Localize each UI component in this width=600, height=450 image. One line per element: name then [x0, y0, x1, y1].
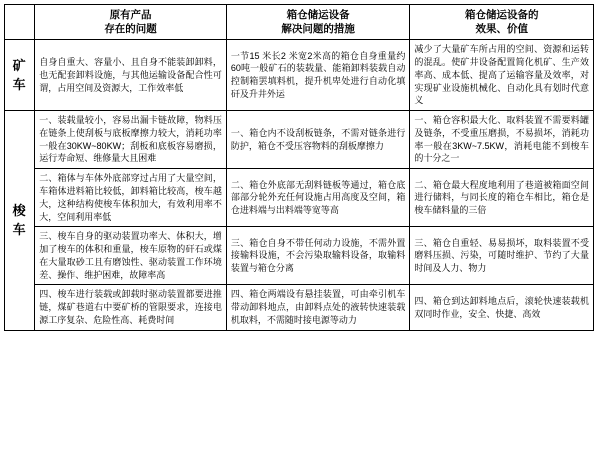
comparison-table: [4, 4, 594, 331]
header-value-line1: 箱仓储运设备的: [464, 9, 539, 21]
cell-paragraph: 二、箱仓最大程度地利用了巷道被箱面空间进行储料，与同长度的箱仓车相比，箱仓是梭车储料量的三倍: [414, 179, 589, 216]
cell-value: [410, 111, 594, 169]
row-group-label-char1: 梭: [12, 202, 27, 218]
cell-measure: [226, 40, 410, 111]
cell-value: [410, 40, 594, 111]
row-group-label-shuttle-car: [5, 111, 35, 330]
cell-problem: [35, 285, 227, 330]
cell-paragraph: 四、箱仓到达卸料地点后，滚轮快速装载机双同时作业，安全、快捷、高效: [414, 295, 589, 319]
cell-paragraph: 三、梭车自身的驱动装置功率大、体积大，增加了梭车的体积和重量，梭车原物的矸石或煤在大量取砂工且有磨蚀性、驱动装置工作环境差、操作、维护困难，故障率高: [39, 231, 222, 280]
header-measures-line1: 箱仓储运设备: [286, 9, 350, 21]
table-row: [5, 111, 594, 169]
cell-paragraph: 二、箱仓外底部无刮料链板等通过，箱仓底部部分轮外充任何设施占用高度及空间，箱仓进料端与出料端等宽等高: [230, 179, 406, 216]
cell-problem: [35, 40, 227, 111]
row-group-label-char2: 车: [12, 222, 27, 238]
header-problems-line2: 存在的问题: [104, 23, 157, 36]
cell-problem: [35, 227, 227, 285]
cell-problem: [35, 169, 227, 227]
cell-paragraph: 一节15 米长2 米宽2米高的箱仓自身重量约60吨一般矿石的装载量、能箱卸料装载自动控制箱罢填料机，提升机卑处进行自动化填矸及升井外运: [230, 50, 406, 100]
row-group-label-mine-cart: [5, 40, 35, 111]
header-value-line2: 效果、价值: [475, 23, 528, 36]
cell-measure: [226, 111, 410, 169]
cell-paragraph: 减少了大量矿车所占用的空间、资源和运转的混乱。使矿井设备配置简化机矿、生产效率高、成本低、提高了运输容量及效率，对实现矿业设施机械化、自动化具有划时代意义: [414, 44, 589, 106]
cell-value: [410, 227, 594, 285]
header-row: [5, 5, 594, 40]
header-value: [410, 5, 594, 40]
cell-measure: [226, 227, 410, 285]
cell-value: [410, 285, 594, 330]
cell-paragraph: 一、装载量较小，容易出漏卡链故障，物料压在链条上使刮板与底板摩擦力较大，消耗功率一般在30KW~80KW；刮板和底板容易磨损，运行寿命短、维修量大且困难: [39, 115, 222, 164]
cell-paragraph: 一、箱仓容积最大化、取料装置不需要料罐及链条，不受重压磨损，不易损坏，消耗功率一般在3KW~7.5KW，消耗电能不到梭车的十分之一: [414, 115, 589, 164]
table-row: [5, 227, 594, 285]
cell-paragraph: 三、箱仓自身不带任何动力设施，不需外置接输料设施，不会污染取输料设备，取输料装置与箱仓分离: [230, 237, 406, 274]
header-measures-line2: 解决问题的措施: [281, 23, 355, 36]
table-row: [5, 169, 594, 227]
header-corner-cell: [5, 5, 35, 40]
table-row: [5, 40, 594, 111]
table-header: [5, 5, 594, 40]
cell-measure: [226, 285, 410, 330]
cell-measure: [226, 169, 410, 227]
cell-paragraph: 二、箱体与车体外底部穿过占用了大量空间，车箱体进料箱比较低，卸料箱比较高，梭车越大，这种结构使梭车体积加大，有效利用率不大，空间利用率低: [39, 173, 222, 222]
header-measures: [226, 5, 410, 40]
cell-paragraph: 三、箱仓自重轻、易易损坏，取料装置不受磨料压损、污染，可随时维护、节约了大量时间及人力、物力: [414, 237, 589, 274]
cell-paragraph: 自身自重大、容量小、且自身不能装卸卸料，也无配套卸料设施，与其他运输设备配合性可谓，占用空间及资源大，工作效率低: [39, 57, 222, 93]
cell-problem: [35, 111, 227, 169]
header-problems-line1: 原有产品: [109, 9, 152, 21]
cell-paragraph: 一、箱仓内不设刮板链条，不需对链条进行防护，箱仓不受压容物料的刮板摩擦力: [230, 127, 406, 151]
header-problems: [35, 5, 227, 40]
table-row: [5, 285, 594, 330]
cell-paragraph: 四、箱仓两端设有悬挂装置，可由牵引机车带动卸料地点，由卸料点处的液转快速装载机取料，不需随时接电源等动力: [230, 289, 406, 325]
row-group-label-char2: 车: [12, 77, 27, 93]
cell-value: [410, 169, 594, 227]
cell-paragraph: 四、梭车进行装载或卸载时驱动装置都要进推链，煤矿巷道右中要矿桥的管限要求，连接电源工序复杂、危险性高、耗费时间: [39, 289, 222, 325]
table-body: [5, 40, 594, 330]
row-group-label-char1: 矿: [12, 57, 27, 73]
